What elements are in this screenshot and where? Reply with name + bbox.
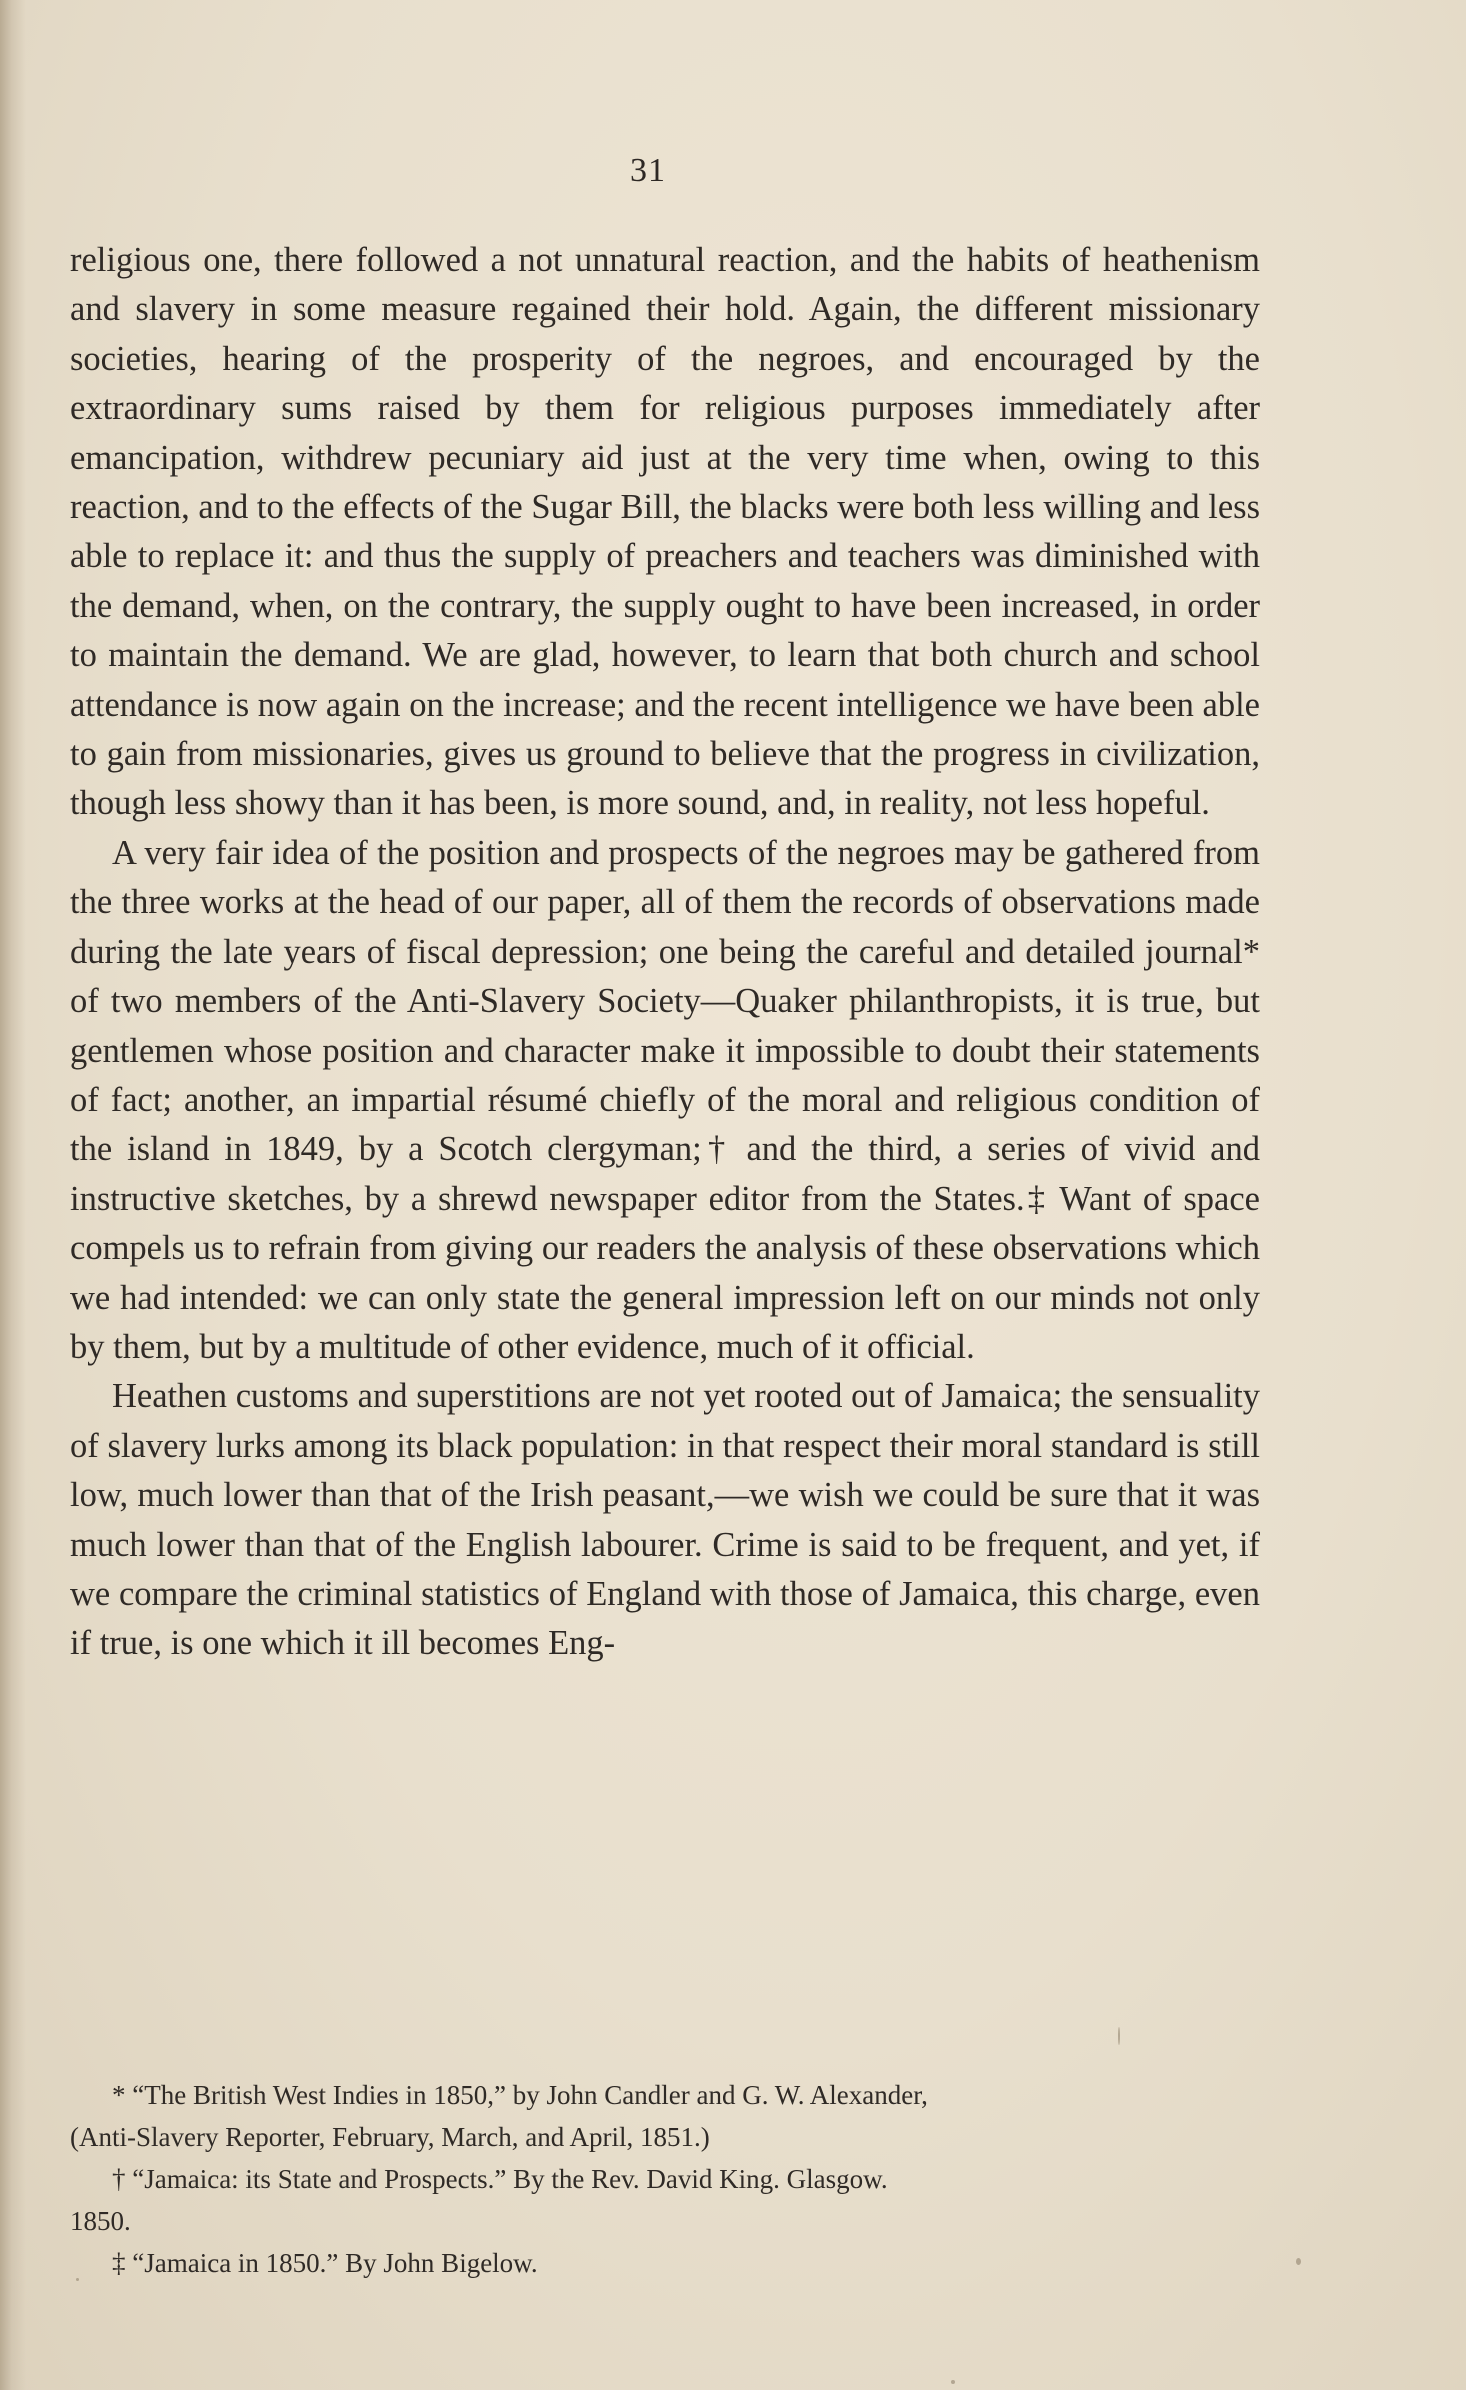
paragraph-1: religious one, there followed a not unnatural reaction, and the habits of heathenism and slavery in some measure regained their hold. Again, the different missionary societies, hearing of the prosperity of the negroes, and encouraged by the extraordinary sums raised by them for religious purposes immediately after emancipation, withdrew pecuniary aid just at the very time when, owing to this reaction, and to the effects of the Sugar Bill, the blacks were both less willing and less able to replace it: and thus the supply of preachers and teachers was diminished with the demand, when, on the contrary, the supply ought to have been increased, in order to maintain the demand. We are glad, however, to learn that both church and school attendance is now again on the increase; and the recent intelligence we have been able to gain from missionaries, gives us ground to believe that the progress in civilization, though less showy than it has been, is more sound, and, in reality, not less hopeful.: [70, 241, 1260, 823]
footnote-1-line-1: * “The British West Indies in 1850,” by John Candler and G. W. Alexander,: [112, 2080, 928, 2110]
binding-shadow: [0, 0, 26, 2390]
paragraph-3: Heathen customs and superstitions are not yet rooted out of Jamaica; the sensuality of slavery lurks among its black population: in that respect their moral standard is still low, much lower than that of the Irish peasant,—we wish we could be sure that it was much lower than that of the English labourer. Crime is said to be frequent, and yet, if we compare the criminal statistics of England with those of Jamaica, this charge, even if true, is one which it ill becomes Eng-: [70, 1377, 1260, 1663]
paper-speck: [1296, 2258, 1301, 2265]
page-number: 31: [630, 152, 666, 189]
paper-speck: [1118, 2027, 1120, 2045]
footnote-3-line-1: ‡ “Jamaica in 1850.” By John Bigelow.: [112, 2248, 538, 2278]
paper-speck: [76, 2278, 79, 2281]
footnotes: [70, 2074, 1260, 2284]
footnote-1-line-2: (Anti-Slavery Reporter, February, March, and April, 1851.): [70, 2122, 710, 2152]
paper-speck: [951, 2380, 955, 2384]
footnote-2-line-1: † “Jamaica: its State and Prospects.” By the Rev. David King. Glasgow.: [112, 2164, 888, 2194]
footnote-2-line-2: 1850.: [70, 2206, 131, 2236]
body-text: [70, 236, 1260, 1669]
paragraph-2: A very fair idea of the position and prospects of the negroes may be gathered from the three works at the head of our paper, all of them the records of observations made during the late years of fiscal depression; one being the careful and detailed journal* of two members of the Anti-Slavery Society—Quaker philanthropists, it is true, but gentlemen whose position and character make it impossible to doubt their statements of fact; another, an impartial résumé chiefly of the moral and religious condition of the island in 1849, by a Scotch clergyman;† and the third, a series of vivid and instructive sketches, by a shrewd newspaper editor from the States.‡ Want of space compels us to refrain from giving our readers the analysis of these observations which we had intended: we can only state the general impression left on our minds not only by them, but by a multitude of other evidence, much of it official.: [70, 833, 1260, 1366]
